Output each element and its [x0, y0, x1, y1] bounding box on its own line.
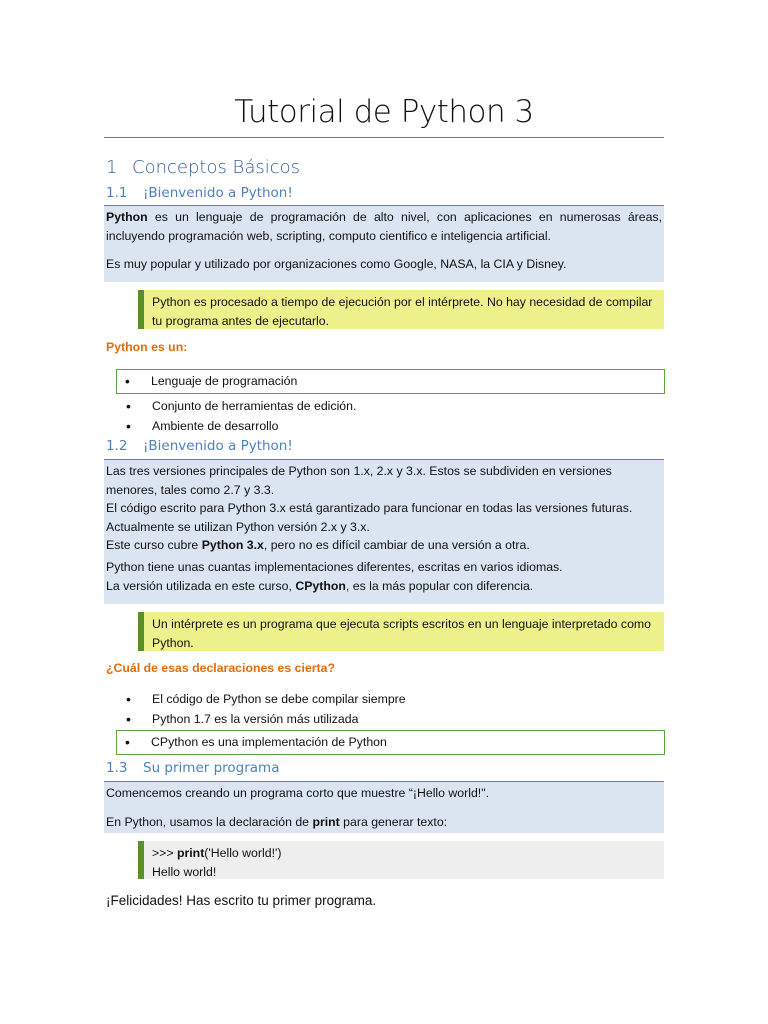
subsection-label: ¡Bienvenido a Python!: [143, 438, 293, 454]
list-item[interactable]: • Conjunto de herramientas de edición.: [126, 398, 357, 414]
program-box: [104, 781, 664, 833]
subsection-heading-1-1: [106, 185, 293, 201]
section-label: Conceptos Básicos: [132, 157, 301, 178]
versions-line: Las tres versiones principales de Python son 1.x, 2.x y 3.x. Estos se subdividen en versiones menores, tales como 2.7 y 3.3.: [106, 464, 612, 497]
bullet-icon: •: [126, 691, 131, 707]
question-label-2: ¿Cuál de esas declaraciones es cierta?: [106, 661, 335, 675]
answer-list-2: [118, 689, 678, 755]
subsection-number: 1.2: [106, 438, 128, 454]
list-item[interactable]: • Python 1.7 es la versión más utilizada: [126, 711, 359, 727]
versions-line: Python tiene unas cuantas implementaciones diferentes, escritas en varios idiomas.: [106, 559, 563, 574]
intro-paragraph-2: Es muy popular y utilizado por organizaciones como Google, NASA, la CIA y Disney.: [106, 257, 567, 272]
bullet-icon: •: [126, 398, 131, 414]
subsection-number: 1.3: [106, 760, 128, 776]
bullet-icon: •: [126, 711, 131, 727]
section-heading-1: [106, 157, 300, 178]
page-title: Tutorial de Python 3: [234, 94, 534, 130]
closing-text: ¡Felicidades! Has escrito tu primer programa.: [106, 893, 377, 908]
list-item[interactable]: • El código de Python se debe compilar siempre: [126, 691, 406, 707]
question-label-1: Python es un:: [106, 340, 188, 354]
subsection-heading-1-3: [106, 760, 279, 776]
code-sample: [138, 841, 664, 879]
program-line: Comencemos creando un programa corto que muestre “¡Hello world!".: [106, 786, 490, 800]
program-line: En Python, usamos la declaración de print para generar texto:: [106, 814, 448, 829]
bullet-icon: •: [126, 418, 131, 434]
code-output: Hello world!: [152, 864, 217, 879]
subsection-label: Su primer programa: [143, 760, 280, 776]
intro-box: [104, 205, 664, 282]
code-line: >>> print('Hello world!'): [152, 846, 282, 860]
versions-line: El código escrito para Python 3.x está garantizado para funcionar en todas las versiones futuras.: [106, 501, 633, 516]
bullet-icon: •: [125, 734, 130, 750]
subsection-number: 1.1: [106, 185, 128, 201]
versions-box: [104, 459, 664, 604]
bullet-icon: •: [125, 373, 130, 389]
subsection-heading-1-2: [106, 438, 293, 454]
note-box-2: Un intérprete es un programa que ejecuta scripts escritos en un lenguaje interpretado como Python.: [138, 612, 664, 651]
versions-line: Este curso cubre Python 3.x, pero no es difícil cambiar de una versión a otra.: [106, 538, 530, 553]
versions-line: Actualmente se utilizan Python versión 2.x y 3.x.: [106, 519, 370, 534]
section-number: 1: [106, 157, 118, 178]
list-item[interactable]: • Ambiente de desarrollo: [126, 418, 279, 434]
note-box-1: Python es procesado a tiempo de ejecución por el intérprete. No hay necesidad de compilar tu programa antes de ejecutarlo.: [138, 290, 664, 329]
title-divider: [104, 137, 664, 138]
subsection-label: ¡Bienvenido a Python!: [143, 185, 293, 201]
answer-list-1: [118, 369, 678, 436]
intro-paragraph: [106, 208, 662, 245]
versions-line: La versión utilizada en este curso, CPython, es la más popular con diferencia.: [106, 578, 534, 593]
intro-text: es un lenguaje de programación de alto nivel, con aplicaciones en numerosas áreas, incluyendo programación web, scripting, computo cientifico e inteligencia artificial.: [106, 210, 662, 243]
list-item[interactable]: • Lenguaje de programación: [116, 369, 665, 394]
list-item[interactable]: • CPython es una implementación de Python: [116, 730, 665, 755]
intro-bold: Python: [106, 210, 148, 224]
